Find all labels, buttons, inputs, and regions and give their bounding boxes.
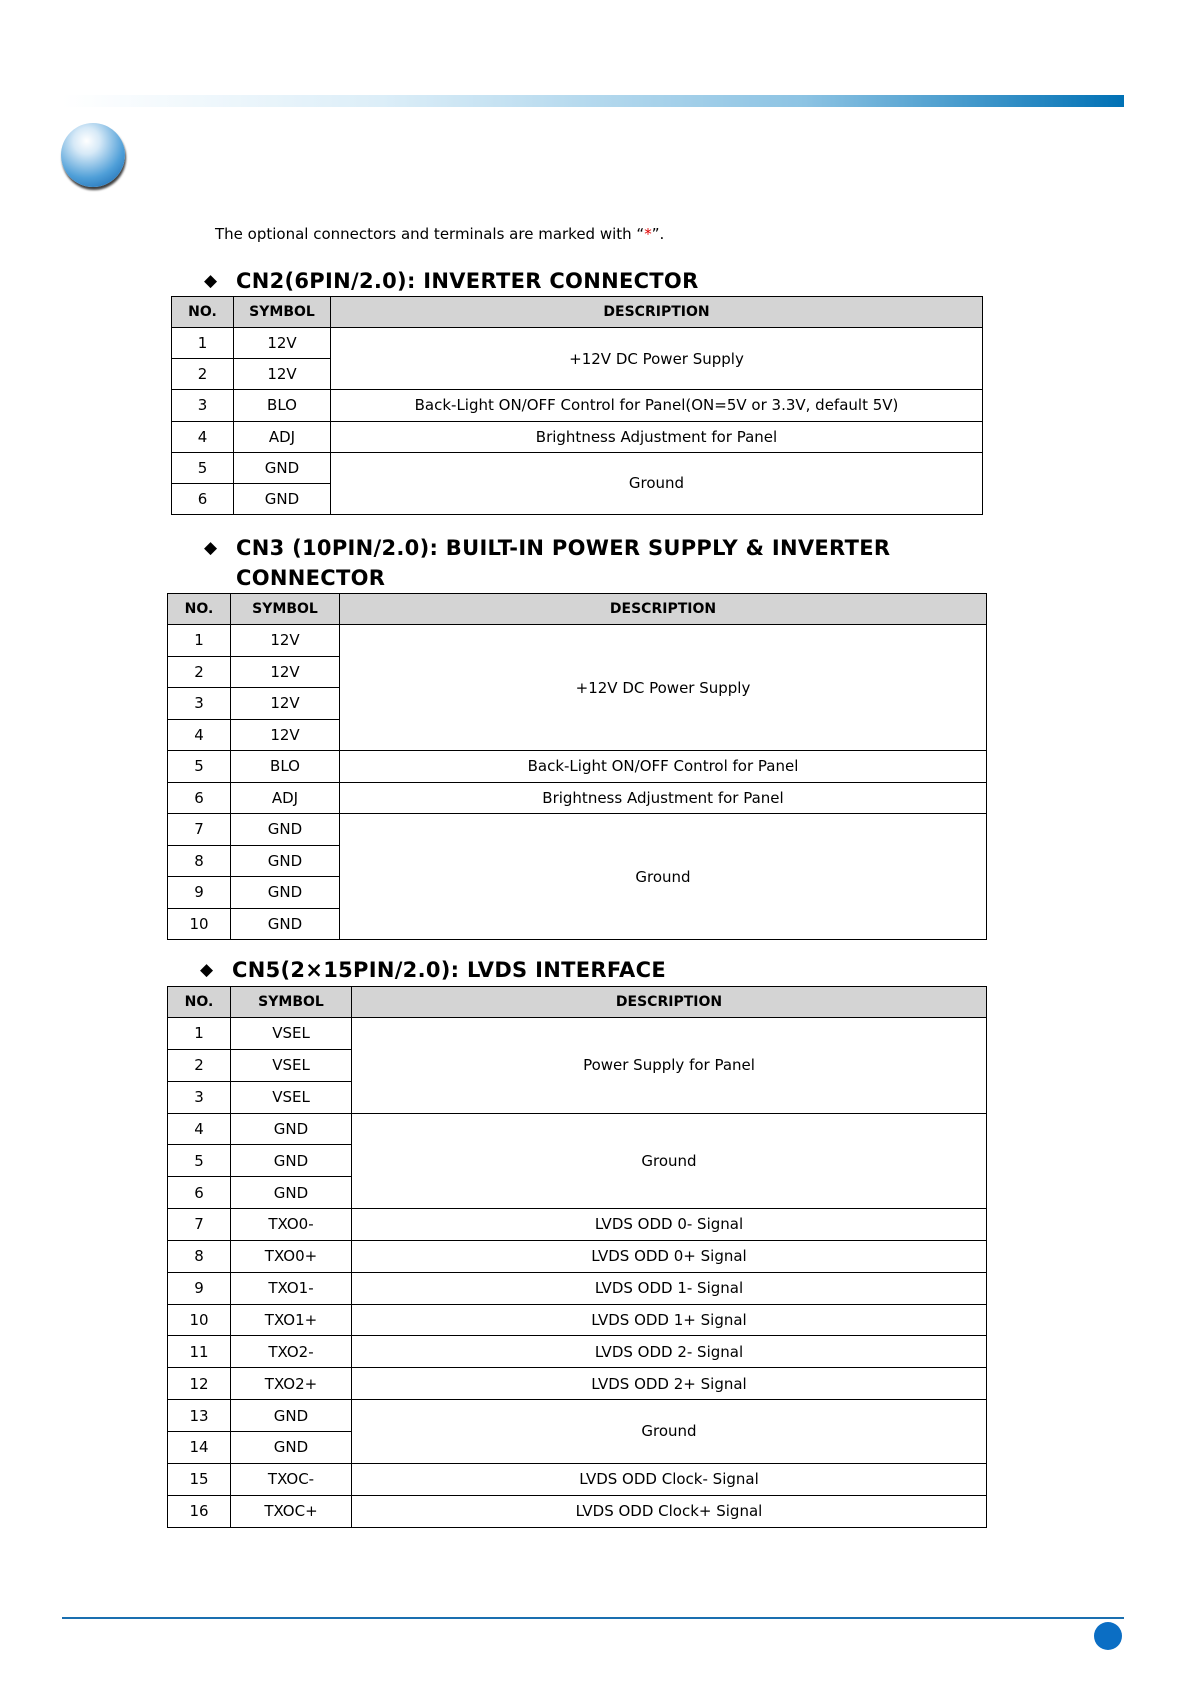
pin-number-cell: 5 [168,1145,231,1177]
pin-number-cell: 16 [168,1495,231,1527]
pin-number-cell: 2 [168,1049,231,1081]
pin-symbol-cell: 12V [231,625,340,657]
pin-number-cell: 14 [168,1431,231,1463]
column-header-description: DESCRIPTION [352,987,987,1018]
table-row [168,1368,987,1400]
pin-description-cell: Ground [352,1400,987,1464]
pin-description-cell: Brightness Adjustment for Panel [340,782,987,814]
pin-table-cn3 [167,593,987,940]
pin-symbol-cell: GND [231,1145,352,1177]
table-row [168,1304,987,1336]
section-title-cn3: ◆ CN3 (10PIN/2.0): BUILT-IN POWER SUPPLY & INVERTER CONNECTOR [204,533,956,593]
pin-number-cell: 2 [168,656,231,688]
pin-symbol-cell: GND [231,908,340,940]
pin-symbol-cell: TXO0- [231,1209,352,1241]
pin-number-cell: 13 [168,1400,231,1432]
pin-number-cell: 4 [168,719,231,751]
bullet-diamond-icon: ◆ [204,271,218,291]
pin-number-cell: 11 [168,1336,231,1368]
column-header-symbol: SYMBOL [231,987,352,1018]
pin-description-cell: Back-Light ON/OFF Control for Panel [340,751,987,783]
pin-number-cell: 1 [168,625,231,657]
pin-description-cell: Brightness Adjustment for Panel [331,421,983,452]
table-row [168,751,987,783]
pin-description-cell: LVDS ODD 2+ Signal [352,1368,987,1400]
pin-symbol-cell: TXO2+ [231,1368,352,1400]
pin-description-cell: LVDS ODD 0- Signal [352,1209,987,1241]
pin-symbol-cell: GND [234,483,331,514]
pin-symbol-cell: 12V [231,719,340,751]
pin-number-cell: 12 [168,1368,231,1400]
table-row [168,1272,987,1304]
intro-note: The optional connectors and terminals are marked with “*”. [215,225,665,243]
pin-symbol-cell: GND [231,1400,352,1432]
pin-symbol-cell: 12V [234,328,331,359]
pin-symbol-cell: ADJ [234,421,331,452]
pin-description-cell: LVDS ODD 1+ Signal [352,1304,987,1336]
pin-symbol-cell: GND [234,452,331,483]
pin-description-cell: +12V DC Power Supply [340,625,987,751]
pin-description-cell: Ground [340,814,987,940]
pin-symbol-cell: BLO [231,751,340,783]
pin-symbol-cell: TXO1- [231,1272,352,1304]
table-row [172,421,983,452]
column-header-no: NO. [172,297,234,328]
pin-description-cell: Back-Light ON/OFF Control for Panel(ON=5V or 3.3V, default 5V) [331,390,983,421]
pin-symbol-cell: ADJ [231,782,340,814]
table-row [168,1495,987,1527]
pin-symbol-cell: VSEL [231,1081,352,1113]
pin-number-cell: 8 [168,845,231,877]
table-row [168,1463,987,1495]
pin-symbol-cell: GND [231,1177,352,1209]
pin-number-cell: 9 [168,1272,231,1304]
footer-divider [62,1617,1124,1619]
pin-number-cell: 6 [172,483,234,514]
pin-symbol-cell: TXOC- [231,1463,352,1495]
pin-symbol-cell: VSEL [231,1018,352,1050]
pin-number-cell: 1 [172,328,234,359]
table-row [168,1018,987,1050]
pin-number-cell: 6 [168,782,231,814]
table-row [168,782,987,814]
pin-description-cell: LVDS ODD 0+ Signal [352,1240,987,1272]
pin-symbol-cell: TXOC+ [231,1495,352,1527]
table-row [168,814,987,846]
column-header-no: NO. [168,594,231,625]
pin-description-cell: Ground [331,452,983,514]
pin-symbol-cell: 12V [231,656,340,688]
page-marker-dot-icon [1094,1622,1122,1650]
table-row [172,328,983,359]
pin-number-cell: 4 [172,421,234,452]
pin-description-cell: LVDS ODD Clock- Signal [352,1463,987,1495]
pin-table-cn2 [171,296,983,515]
table-row [168,625,987,657]
pin-symbol-cell: TXO2- [231,1336,352,1368]
pin-number-cell: 3 [168,688,231,720]
pin-number-cell: 8 [168,1240,231,1272]
pin-symbol-cell: GND [231,1431,352,1463]
pin-table-cn5 [167,986,987,1528]
table-row [168,1209,987,1241]
pin-number-cell: 3 [172,390,234,421]
pin-symbol-cell: VSEL [231,1049,352,1081]
pin-number-cell: 2 [172,359,234,390]
pin-description-cell: LVDS ODD 2- Signal [352,1336,987,1368]
bullet-diamond-icon: ◆ [200,960,214,980]
pin-number-cell: 10 [168,1304,231,1336]
pin-number-cell: 15 [168,1463,231,1495]
pin-number-cell: 1 [168,1018,231,1050]
optional-star-marker: * [644,225,652,243]
pin-number-cell: 5 [168,751,231,783]
pin-symbol-cell: TXO0+ [231,1240,352,1272]
pin-number-cell: 10 [168,908,231,940]
column-header-description: DESCRIPTION [331,297,983,328]
pin-symbol-cell: GND [231,845,340,877]
pin-symbol-cell: BLO [234,390,331,421]
table-row [172,390,983,421]
pin-symbol-cell: GND [231,877,340,909]
pin-symbol-cell: TXO1+ [231,1304,352,1336]
column-header-symbol: SYMBOL [234,297,331,328]
section-title-cn2: ◆ CN2(6PIN/2.0): INVERTER CONNECTOR [204,266,699,296]
column-header-description: DESCRIPTION [340,594,987,625]
pin-number-cell: 7 [168,1209,231,1241]
pin-symbol-cell: 12V [231,688,340,720]
header-gradient-bar [62,95,1124,107]
pin-number-cell: 9 [168,877,231,909]
pin-symbol-cell: 12V [234,359,331,390]
bullet-diamond-icon: ◆ [204,538,218,558]
pin-symbol-cell: GND [231,814,340,846]
table-row [168,1240,987,1272]
pin-description-cell: Power Supply for Panel [352,1018,987,1114]
table-row [168,1113,987,1145]
column-header-no: NO. [168,987,231,1018]
pin-number-cell: 7 [168,814,231,846]
pin-number-cell: 6 [168,1177,231,1209]
table-row [168,1400,987,1432]
table-row [172,452,983,483]
table-row [168,1336,987,1368]
pin-description-cell: LVDS ODD 1- Signal [352,1272,987,1304]
pin-number-cell: 5 [172,452,234,483]
pin-description-cell: LVDS ODD Clock+ Signal [352,1495,987,1527]
pin-description-cell: Ground [352,1113,987,1209]
column-header-symbol: SYMBOL [231,594,340,625]
pin-number-cell: 3 [168,1081,231,1113]
pin-description-cell: +12V DC Power Supply [331,328,983,390]
pin-number-cell: 4 [168,1113,231,1145]
pin-symbol-cell: GND [231,1113,352,1145]
section-ball-icon [61,123,125,187]
section-title-cn5: ◆ CN5(2×15PIN/2.0): LVDS INTERFACE [200,955,666,985]
